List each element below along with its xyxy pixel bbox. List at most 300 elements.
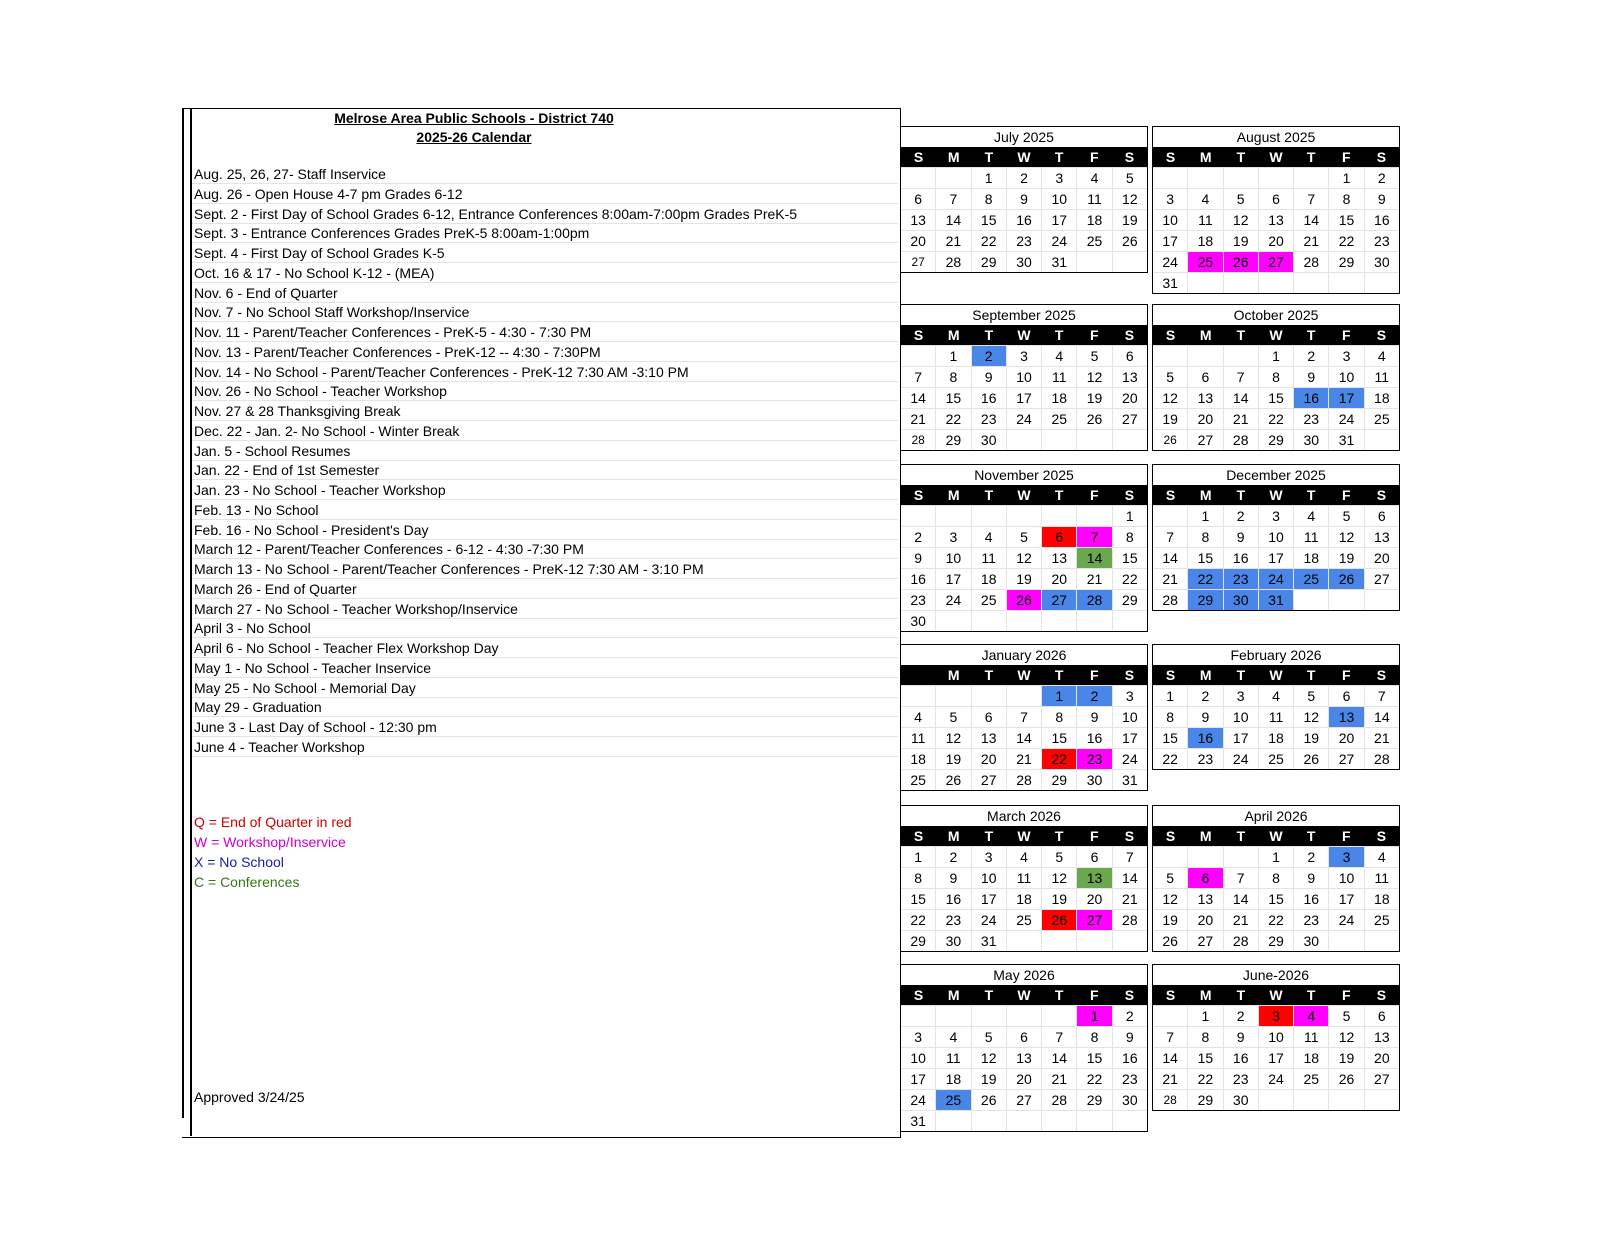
day-cell: [1328, 590, 1363, 610]
day-cell: 24: [1112, 749, 1147, 769]
day-cell: 30: [1112, 1090, 1147, 1110]
weekday-label: W: [1017, 149, 1031, 165]
day-cell: 2: [1293, 346, 1328, 366]
day-cell: 28: [911, 433, 925, 447]
day-cell: 28: [1163, 1093, 1177, 1107]
day-cell: 27: [1187, 430, 1222, 450]
day-cell: [1076, 1111, 1111, 1131]
day-cell: 9: [935, 868, 970, 888]
legend-item: X = No School: [194, 854, 284, 870]
weekday-header: [1153, 485, 1399, 505]
day-cell: 11: [935, 1048, 970, 1068]
day-cell: [935, 168, 970, 188]
event-row: [192, 243, 898, 263]
weekday-label: W: [1269, 667, 1283, 683]
day-cell: [935, 506, 970, 526]
day-cell: [1041, 611, 1076, 631]
day-cell: 13: [1187, 388, 1222, 408]
day-cell: 19: [1328, 548, 1363, 568]
day-cell: [1258, 1090, 1293, 1110]
day-cell: 25: [1041, 409, 1076, 429]
weekday-label: S: [913, 987, 924, 1003]
day-cell: 14: [1006, 728, 1041, 748]
day-cell: 18: [910, 751, 926, 767]
day-cell: 12: [1076, 367, 1111, 387]
day-cell: 20: [1187, 409, 1222, 429]
event-text: Sept. 4 - First Day of School Grades K-5: [194, 245, 445, 261]
day-cell: [935, 1111, 970, 1131]
weekday-label: S: [1124, 487, 1135, 503]
weekday-label: S: [1165, 987, 1176, 1003]
day-cell: 25: [1364, 910, 1399, 930]
week-row: [901, 1089, 1147, 1110]
day-cell: 17: [971, 889, 1006, 909]
weekday-label: T: [1054, 667, 1064, 683]
day-cell: 15: [1112, 548, 1147, 568]
event-text: Sept. 3 - Entrance Conferences Grades PreK-5 8:00am-1:00pm: [194, 225, 590, 242]
weekday-label: W: [1269, 987, 1283, 1003]
day-cell: 20: [1187, 910, 1222, 930]
event-text: June 4 - Teacher Workshop: [194, 738, 365, 755]
day-cell: 27: [1328, 749, 1363, 769]
week-row: [901, 930, 1147, 951]
day-cell: 26: [1076, 409, 1111, 429]
weekday-header: [1153, 325, 1399, 345]
weekday-label: T: [1306, 327, 1316, 343]
event-text: Oct. 16 & 17 - No School K-12 - (MEA): [194, 264, 435, 281]
event-text: Nov. 14 - No School - Parent/Teacher Conferences - PreK-12 7:30 AM -3:10 PM: [194, 363, 689, 380]
event-row: [192, 638, 898, 658]
day-cell: 3: [1223, 686, 1258, 706]
day-cell: 4: [1006, 847, 1041, 867]
weekday-label: T: [1306, 667, 1316, 683]
weekday-label: S: [913, 828, 924, 844]
day-cell: 10: [1041, 189, 1076, 209]
day-cell: 10: [1258, 527, 1293, 547]
day-cell: 16: [1223, 1048, 1258, 1068]
day-cell: 8: [935, 367, 970, 387]
day-cell: 22: [971, 231, 1006, 251]
week-row: [901, 1026, 1147, 1047]
day-cell: 19: [1223, 231, 1258, 251]
day-cell: 5: [1223, 189, 1258, 209]
day-cell: 1: [1076, 1006, 1111, 1026]
day-cell: 9: [1223, 527, 1258, 547]
day-cell: 23: [1187, 749, 1222, 769]
weekday-label: T: [1236, 667, 1246, 683]
day-cell: 3: [1328, 346, 1363, 366]
day-cell: [901, 168, 935, 188]
day-cell: 3: [1258, 1006, 1293, 1026]
day-cell: [1258, 273, 1293, 293]
day-cell: 7: [1112, 847, 1147, 867]
day-cell: 2: [935, 847, 970, 867]
day-cell: 25: [1006, 910, 1041, 930]
day-cell: 1: [1258, 346, 1293, 366]
day-cell: 10: [1328, 367, 1363, 387]
day-cell: 10: [1006, 367, 1041, 387]
day-cell: [1076, 931, 1111, 951]
week-row: [1153, 188, 1399, 209]
day-cell: 9: [914, 550, 923, 566]
month-title: August 2025: [1236, 129, 1316, 145]
day-cell: 13: [1112, 367, 1147, 387]
week-row: [901, 909, 1147, 930]
day-cell: 2: [1187, 686, 1222, 706]
day-cell: 3: [1112, 686, 1147, 706]
day-cell: 18: [971, 569, 1006, 589]
day-cell: [1328, 273, 1363, 293]
day-cell: 21: [1223, 910, 1258, 930]
month-title: October 2025: [1233, 307, 1319, 323]
day-cell: 24: [1162, 254, 1178, 270]
weekday-label: T: [1236, 327, 1246, 343]
weekday-header: [901, 826, 1147, 846]
event-row: [192, 441, 898, 461]
day-cell: [1364, 590, 1399, 610]
day-cell: 29: [1258, 430, 1293, 450]
week-row: [901, 706, 1147, 727]
day-cell: 2: [1364, 168, 1399, 188]
event-text: May 29 - Graduation: [194, 699, 322, 716]
event-row: [192, 697, 898, 717]
day-cell: 10: [971, 868, 1006, 888]
day-cell: 14: [1364, 707, 1399, 727]
month-calendar: [900, 126, 1148, 273]
day-cell: 27: [1006, 1090, 1041, 1110]
weekday-label: T: [1236, 987, 1246, 1003]
week-row: [901, 727, 1147, 748]
day-cell: 2: [1076, 686, 1111, 706]
weekday-label: F: [1341, 487, 1351, 503]
day-cell: 12: [1328, 527, 1363, 547]
event-row: [192, 283, 898, 303]
weekday-label: S: [1376, 828, 1387, 844]
weekday-header: [901, 985, 1147, 1005]
day-cell: 17: [1328, 889, 1363, 909]
weekday-label: M: [1199, 327, 1212, 343]
week-row: [1153, 408, 1399, 429]
day-cell: 26: [1223, 252, 1258, 272]
day-cell: [1187, 168, 1222, 188]
weekday-label: S: [913, 327, 924, 343]
event-text: April 6 - No School - Teacher Flex Workshop Day: [194, 640, 499, 656]
day-cell: 24: [1328, 409, 1363, 429]
weekday-header: [1153, 826, 1399, 846]
week-row: [901, 366, 1147, 387]
event-row: [192, 381, 898, 401]
day-cell: 4: [1364, 346, 1399, 366]
day-cell: 29: [1258, 931, 1293, 951]
day-cell: 10: [935, 548, 970, 568]
weekday-label: S: [1376, 487, 1387, 503]
day-cell: 26: [1328, 1069, 1363, 1089]
day-cell: [1364, 273, 1399, 293]
week-row: [1153, 387, 1399, 408]
day-cell: 8: [1258, 868, 1293, 888]
day-cell: 7: [1006, 707, 1041, 727]
day-cell: 24: [1006, 409, 1041, 429]
week-row: [1153, 251, 1399, 272]
event-text: Dec. 22 - Jan. 2- No School - Winter Break: [194, 422, 460, 439]
month-title: July 2025: [994, 129, 1054, 145]
event-row: [192, 342, 898, 362]
week-row: [901, 408, 1147, 429]
week-row: [1153, 272, 1399, 293]
weekday-label: S: [1124, 987, 1135, 1003]
day-cell: 14: [1162, 1050, 1178, 1066]
day-cell: 17: [1112, 728, 1147, 748]
week-row: [1153, 1005, 1399, 1026]
day-cell: 13: [971, 728, 1006, 748]
day-cell: 1: [1258, 847, 1293, 867]
weekday-label: T: [984, 667, 994, 683]
event-row: [192, 164, 898, 184]
weekday-header: [1153, 147, 1399, 167]
day-cell: 22: [1041, 749, 1076, 769]
day-cell: 29: [1187, 1090, 1222, 1110]
month-calendar: [1152, 644, 1400, 770]
day-cell: 17: [910, 1071, 926, 1087]
day-cell: 15: [1258, 388, 1293, 408]
day-cell: 27: [1258, 252, 1293, 272]
day-cell: 9: [1076, 707, 1111, 727]
day-cell: 30: [1364, 252, 1399, 272]
day-cell: 27: [1112, 409, 1147, 429]
day-cell: 5: [1166, 870, 1175, 886]
week-row: [1153, 706, 1399, 727]
event-row: [192, 678, 898, 698]
day-cell: 9: [1293, 367, 1328, 387]
day-cell: 22: [1076, 1069, 1111, 1089]
day-cell: 19: [1041, 889, 1076, 909]
event-row: [192, 500, 898, 520]
day-cell: 22: [1162, 751, 1178, 767]
weekday-label: S: [1124, 327, 1135, 343]
weekday-label: S: [1165, 828, 1176, 844]
day-cell: 23: [1364, 231, 1399, 251]
day-cell: 3: [1328, 847, 1363, 867]
day-cell: 17: [935, 569, 970, 589]
day-cell: 5: [1328, 506, 1363, 526]
day-cell: 18: [1364, 388, 1399, 408]
day-cell: [1153, 346, 1187, 366]
month-title: February 2026: [1230, 647, 1322, 663]
day-cell: 11: [1041, 367, 1076, 387]
day-cell: 31: [1162, 275, 1178, 291]
weekday-label: W: [1269, 487, 1283, 503]
week-row: [1153, 867, 1399, 888]
day-cell: 4: [1076, 168, 1111, 188]
day-cell: [1041, 1006, 1076, 1026]
weekday-label: S: [1124, 149, 1135, 165]
day-cell: 15: [935, 388, 970, 408]
weekday-label: S: [1165, 327, 1176, 343]
day-cell: 12: [1293, 707, 1328, 727]
weekday-label: T: [1306, 987, 1316, 1003]
day-cell: 11: [1076, 189, 1111, 209]
event-text: Nov. 26 - No School - Teacher Workshop: [194, 383, 447, 400]
weekday-label: M: [1199, 487, 1212, 503]
day-cell: 8: [914, 870, 923, 886]
weekday-label: T: [1236, 828, 1246, 844]
day-cell: 20: [1364, 1048, 1399, 1068]
weekday-label: M: [947, 487, 960, 503]
week-row: [901, 505, 1147, 526]
day-cell: [1006, 1111, 1041, 1131]
day-cell: [1153, 847, 1187, 867]
day-cell: 7: [1041, 1027, 1076, 1047]
day-cell: 6: [1364, 506, 1399, 526]
day-cell: 7: [1223, 868, 1258, 888]
day-cell: 22: [1187, 1069, 1222, 1089]
day-cell: 12: [971, 1048, 1006, 1068]
day-cell: [971, 506, 1006, 526]
day-cell: 5: [1328, 1006, 1363, 1026]
week-row: [1153, 167, 1399, 188]
weekday-label: W: [1017, 828, 1031, 844]
day-cell: 4: [1187, 189, 1222, 209]
day-cell: 2: [1112, 1006, 1147, 1026]
day-cell: 14: [1162, 550, 1178, 566]
month-calendar: [1152, 464, 1400, 611]
day-cell: 1: [935, 346, 970, 366]
day-cell: [1112, 931, 1147, 951]
day-cell: 18: [1041, 388, 1076, 408]
day-cell: 25: [971, 590, 1006, 610]
day-cell: [1293, 1090, 1328, 1110]
day-cell: [1223, 273, 1258, 293]
day-cell: 9: [1364, 189, 1399, 209]
day-cell: 4: [1258, 686, 1293, 706]
day-cell: 22: [1328, 231, 1363, 251]
day-cell: 21: [1006, 749, 1041, 769]
weekday-label: S: [1165, 667, 1176, 683]
day-cell: 28: [1223, 931, 1258, 951]
day-cell: 27: [1041, 590, 1076, 610]
weekday-label: T: [984, 987, 994, 1003]
weekday-label: F: [1341, 828, 1351, 844]
event-text: Nov. 6 - End of Quarter: [194, 284, 338, 301]
day-cell: 14: [910, 390, 926, 406]
day-cell: 28: [1112, 910, 1147, 930]
week-row: [901, 251, 1147, 272]
day-cell: 25: [1293, 1069, 1328, 1089]
day-cell: [1364, 1090, 1399, 1110]
day-cell: 3: [1041, 168, 1076, 188]
day-cell: 4: [935, 1027, 970, 1047]
day-cell: 15: [1041, 728, 1076, 748]
day-cell: 1: [914, 849, 923, 865]
event-row: [192, 599, 898, 619]
day-cell: 16: [1293, 889, 1328, 909]
month-title: May 2026: [993, 967, 1055, 983]
day-cell: 16: [1223, 548, 1258, 568]
day-cell: 8: [1076, 1027, 1111, 1047]
month-calendar: [1152, 964, 1400, 1111]
day-cell: 10: [1258, 1027, 1293, 1047]
day-cell: 6: [1258, 189, 1293, 209]
day-cell: 23: [910, 592, 926, 608]
day-cell: 13: [1041, 548, 1076, 568]
day-cell: 26: [971, 1090, 1006, 1110]
day-cell: 21: [1041, 1069, 1076, 1089]
event-text: March 27 - No School - Teacher Workshop/Inservice: [194, 600, 518, 617]
legend-item: C = Conferences: [194, 874, 300, 890]
day-cell: 16: [971, 388, 1006, 408]
day-cell: 24: [971, 910, 1006, 930]
weekday-header: [901, 325, 1147, 345]
day-cell: 6: [1112, 346, 1147, 366]
week-row: [901, 345, 1147, 366]
week-row: [901, 167, 1147, 188]
day-cell: [1153, 1006, 1187, 1026]
weekday-label: T: [1054, 828, 1064, 844]
day-cell: 11: [1006, 868, 1041, 888]
weekday-label: S: [1165, 487, 1176, 503]
day-cell: 17: [1328, 388, 1363, 408]
day-cell: 21: [1076, 569, 1111, 589]
event-text: Sept. 2 - First Day of School Grades 6-12, Entrance Conferences 8:00am-7:00pm Grades PreK-5: [194, 205, 798, 222]
day-cell: 26: [1006, 590, 1041, 610]
week-row: [1153, 429, 1399, 450]
weekday-label: M: [947, 327, 960, 343]
event-text: Feb. 13 - No School: [194, 501, 319, 518]
day-cell: 24: [1328, 910, 1363, 930]
day-cell: 18: [1076, 210, 1111, 230]
day-cell: 23: [1223, 569, 1258, 589]
day-cell: 16: [935, 889, 970, 909]
event-text: Jan. 5 - School Resumes: [194, 442, 351, 459]
day-cell: 4: [1293, 1006, 1328, 1026]
day-cell: 20: [1258, 231, 1293, 251]
day-cell: 15: [1076, 1048, 1111, 1068]
day-cell: 28: [1293, 252, 1328, 272]
month-calendar: [900, 805, 1148, 952]
day-cell: 29: [1187, 590, 1222, 610]
day-cell: 11: [1258, 707, 1293, 727]
day-cell: [1006, 506, 1041, 526]
day-cell: [1076, 611, 1111, 631]
day-cell: 8: [1112, 527, 1147, 547]
day-cell: 28: [935, 252, 970, 272]
day-cell: [1153, 506, 1187, 526]
day-cell: 21: [1162, 571, 1178, 587]
weekday-label: T: [1306, 149, 1316, 165]
day-cell: 23: [1112, 1069, 1147, 1089]
day-cell: 20: [1006, 1069, 1041, 1089]
week-row: [1153, 727, 1399, 748]
day-cell: 11: [1364, 868, 1399, 888]
day-cell: 27: [1364, 569, 1399, 589]
event-text: June 3 - Last Day of School - 12:30 pm: [194, 719, 437, 735]
day-cell: 2: [1006, 168, 1041, 188]
week-row: [1153, 366, 1399, 387]
day-cell: 7: [1293, 189, 1328, 209]
month-title: December 2025: [1226, 467, 1326, 483]
day-cell: 30: [971, 430, 1006, 450]
weekday-label: S: [1376, 327, 1387, 343]
day-cell: 14: [1223, 388, 1258, 408]
day-cell: 25: [1293, 569, 1328, 589]
weekday-label: F: [1341, 987, 1351, 1003]
day-cell: 28: [1006, 770, 1041, 790]
weekday-label: T: [984, 828, 994, 844]
day-cell: 2: [1223, 1006, 1258, 1026]
day-cell: 24: [910, 1092, 926, 1108]
day-cell: 1: [1166, 688, 1175, 704]
day-cell: [1223, 168, 1258, 188]
